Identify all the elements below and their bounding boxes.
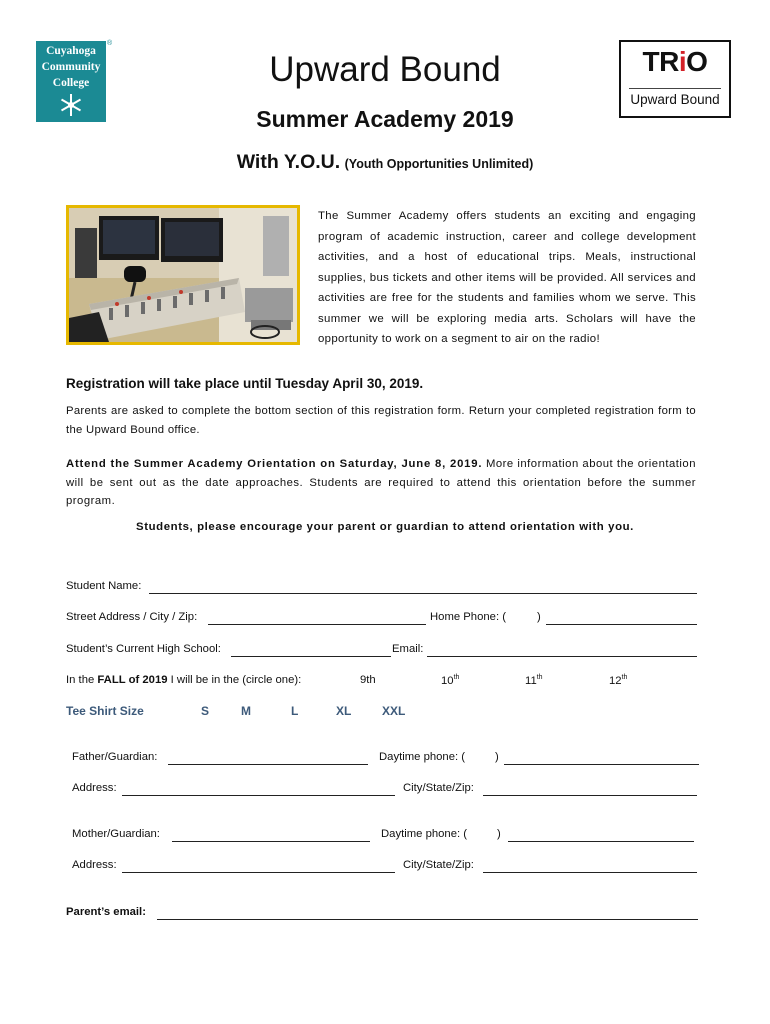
father-city-state-zip-field[interactable]: [483, 795, 697, 796]
mother-city-state-zip-label: City/State/Zip:: [403, 859, 474, 871]
tee-shirt-size-label: Tee Shirt Size: [66, 704, 144, 718]
grade-option-9[interactable]: 9th: [360, 674, 376, 686]
parent-email-label: Parent’s email:: [66, 906, 146, 918]
tri-c-logo-line: Community: [41, 61, 101, 73]
with-you-paren: (Youth Opportunities Unlimited): [344, 157, 534, 171]
mother-address-field[interactable]: [122, 872, 395, 873]
size-option-xxl[interactable]: XXL: [382, 704, 406, 718]
father-address-field[interactable]: [122, 795, 395, 796]
page-title: Upward Bound: [269, 50, 501, 89]
page-subtitle: Summer Academy 2019: [256, 106, 514, 132]
mother-city-state-zip-field[interactable]: [483, 872, 697, 873]
father-daytime-phone-label: Daytime phone: (: [379, 751, 466, 763]
grade-option-12[interactable]: 12th: [609, 674, 628, 687]
student-name-label: Student Name:: [66, 580, 142, 592]
registered-mark: ®: [107, 40, 113, 47]
email-label: Email:: [392, 643, 424, 655]
parent-email-field[interactable]: [157, 919, 698, 920]
size-option-s[interactable]: S: [201, 704, 210, 718]
size-option-m[interactable]: M: [241, 704, 251, 718]
grade-option-10[interactable]: 10th: [441, 674, 460, 687]
mother-daytime-phone-label: Daytime phone: (: [381, 828, 468, 840]
high-school-field[interactable]: [231, 656, 391, 657]
home-phone-close-paren: ): [537, 611, 541, 623]
father-phone-close-paren: ): [495, 751, 499, 763]
size-option-xl[interactable]: XL: [336, 704, 352, 718]
father-guardian-label: Father/Guardian:: [72, 751, 158, 763]
orientation-paragraph: [66, 455, 696, 511]
street-address-label: Street Address / City / Zip:: [66, 611, 198, 623]
trio-wordmark: TRiO: [642, 46, 708, 77]
student-name-field[interactable]: [149, 593, 697, 594]
father-guardian-field[interactable]: [168, 764, 368, 765]
with-you-label: With Y.O.U.: [236, 151, 341, 173]
mother-guardian-label: Mother/Guardian:: [72, 828, 160, 840]
mother-address-label: Address:: [72, 859, 117, 871]
home-phone-label: Home Phone: (: [430, 611, 506, 623]
mother-daytime-phone-field[interactable]: [508, 841, 694, 842]
radio-studio-photo: [66, 205, 300, 345]
home-phone-field[interactable]: [546, 624, 697, 625]
encourage-note: Students, please encourage your parent or guardian to attend orientation with you.: [136, 521, 634, 533]
father-city-state-zip-label: City/State/Zip:: [403, 782, 474, 794]
mother-guardian-field[interactable]: [172, 841, 370, 842]
parents-paragraph: Parents are asked to complete the bottom section of this registration form. Return your completed registration form to the Upward Bound office.: [66, 405, 696, 436]
grade-option-11[interactable]: 11th: [525, 674, 543, 687]
with-you-line: [0, 151, 770, 174]
high-school-label: Student’s Current High School:: [66, 643, 221, 655]
father-address-label: Address:: [72, 782, 117, 794]
email-field[interactable]: [427, 656, 697, 657]
intro-paragraph: The Summer Academy offers students an exciting and engaging program of academic instruction, career and college development activities, and a host of educational trips. Meals, instructional supplies, bus tickets and other items will be provided. All services and activities are free for the students and families whom we serve. This summer we will be exploring media arts. Scholars will have the opportunity to work on a segment to air on the radio!: [318, 210, 696, 345]
tri-c-logo-line: Cuyahoga: [46, 45, 96, 57]
street-address-field[interactable]: [208, 624, 426, 625]
father-daytime-phone-field[interactable]: [504, 764, 699, 765]
fall-grade-label: In the FALL of 2019 I will be in the (circle one):: [66, 674, 302, 686]
size-option-l[interactable]: L: [291, 704, 299, 718]
tri-c-logo-line: College: [52, 77, 90, 89]
orientation-details: More information about the orientation will be sent out as the date approaches. Students are required to attend this orientation before the summer program.: [66, 458, 696, 507]
mother-phone-close-paren: ): [497, 828, 501, 840]
registration-heading: Registration will take place until Tuesday April 30, 2019.: [66, 376, 424, 391]
orientation-date: Attend the Summer Academy Orientation on Saturday, June 8, 2019.: [66, 458, 483, 470]
trio-subtitle: Upward Bound: [630, 92, 720, 107]
